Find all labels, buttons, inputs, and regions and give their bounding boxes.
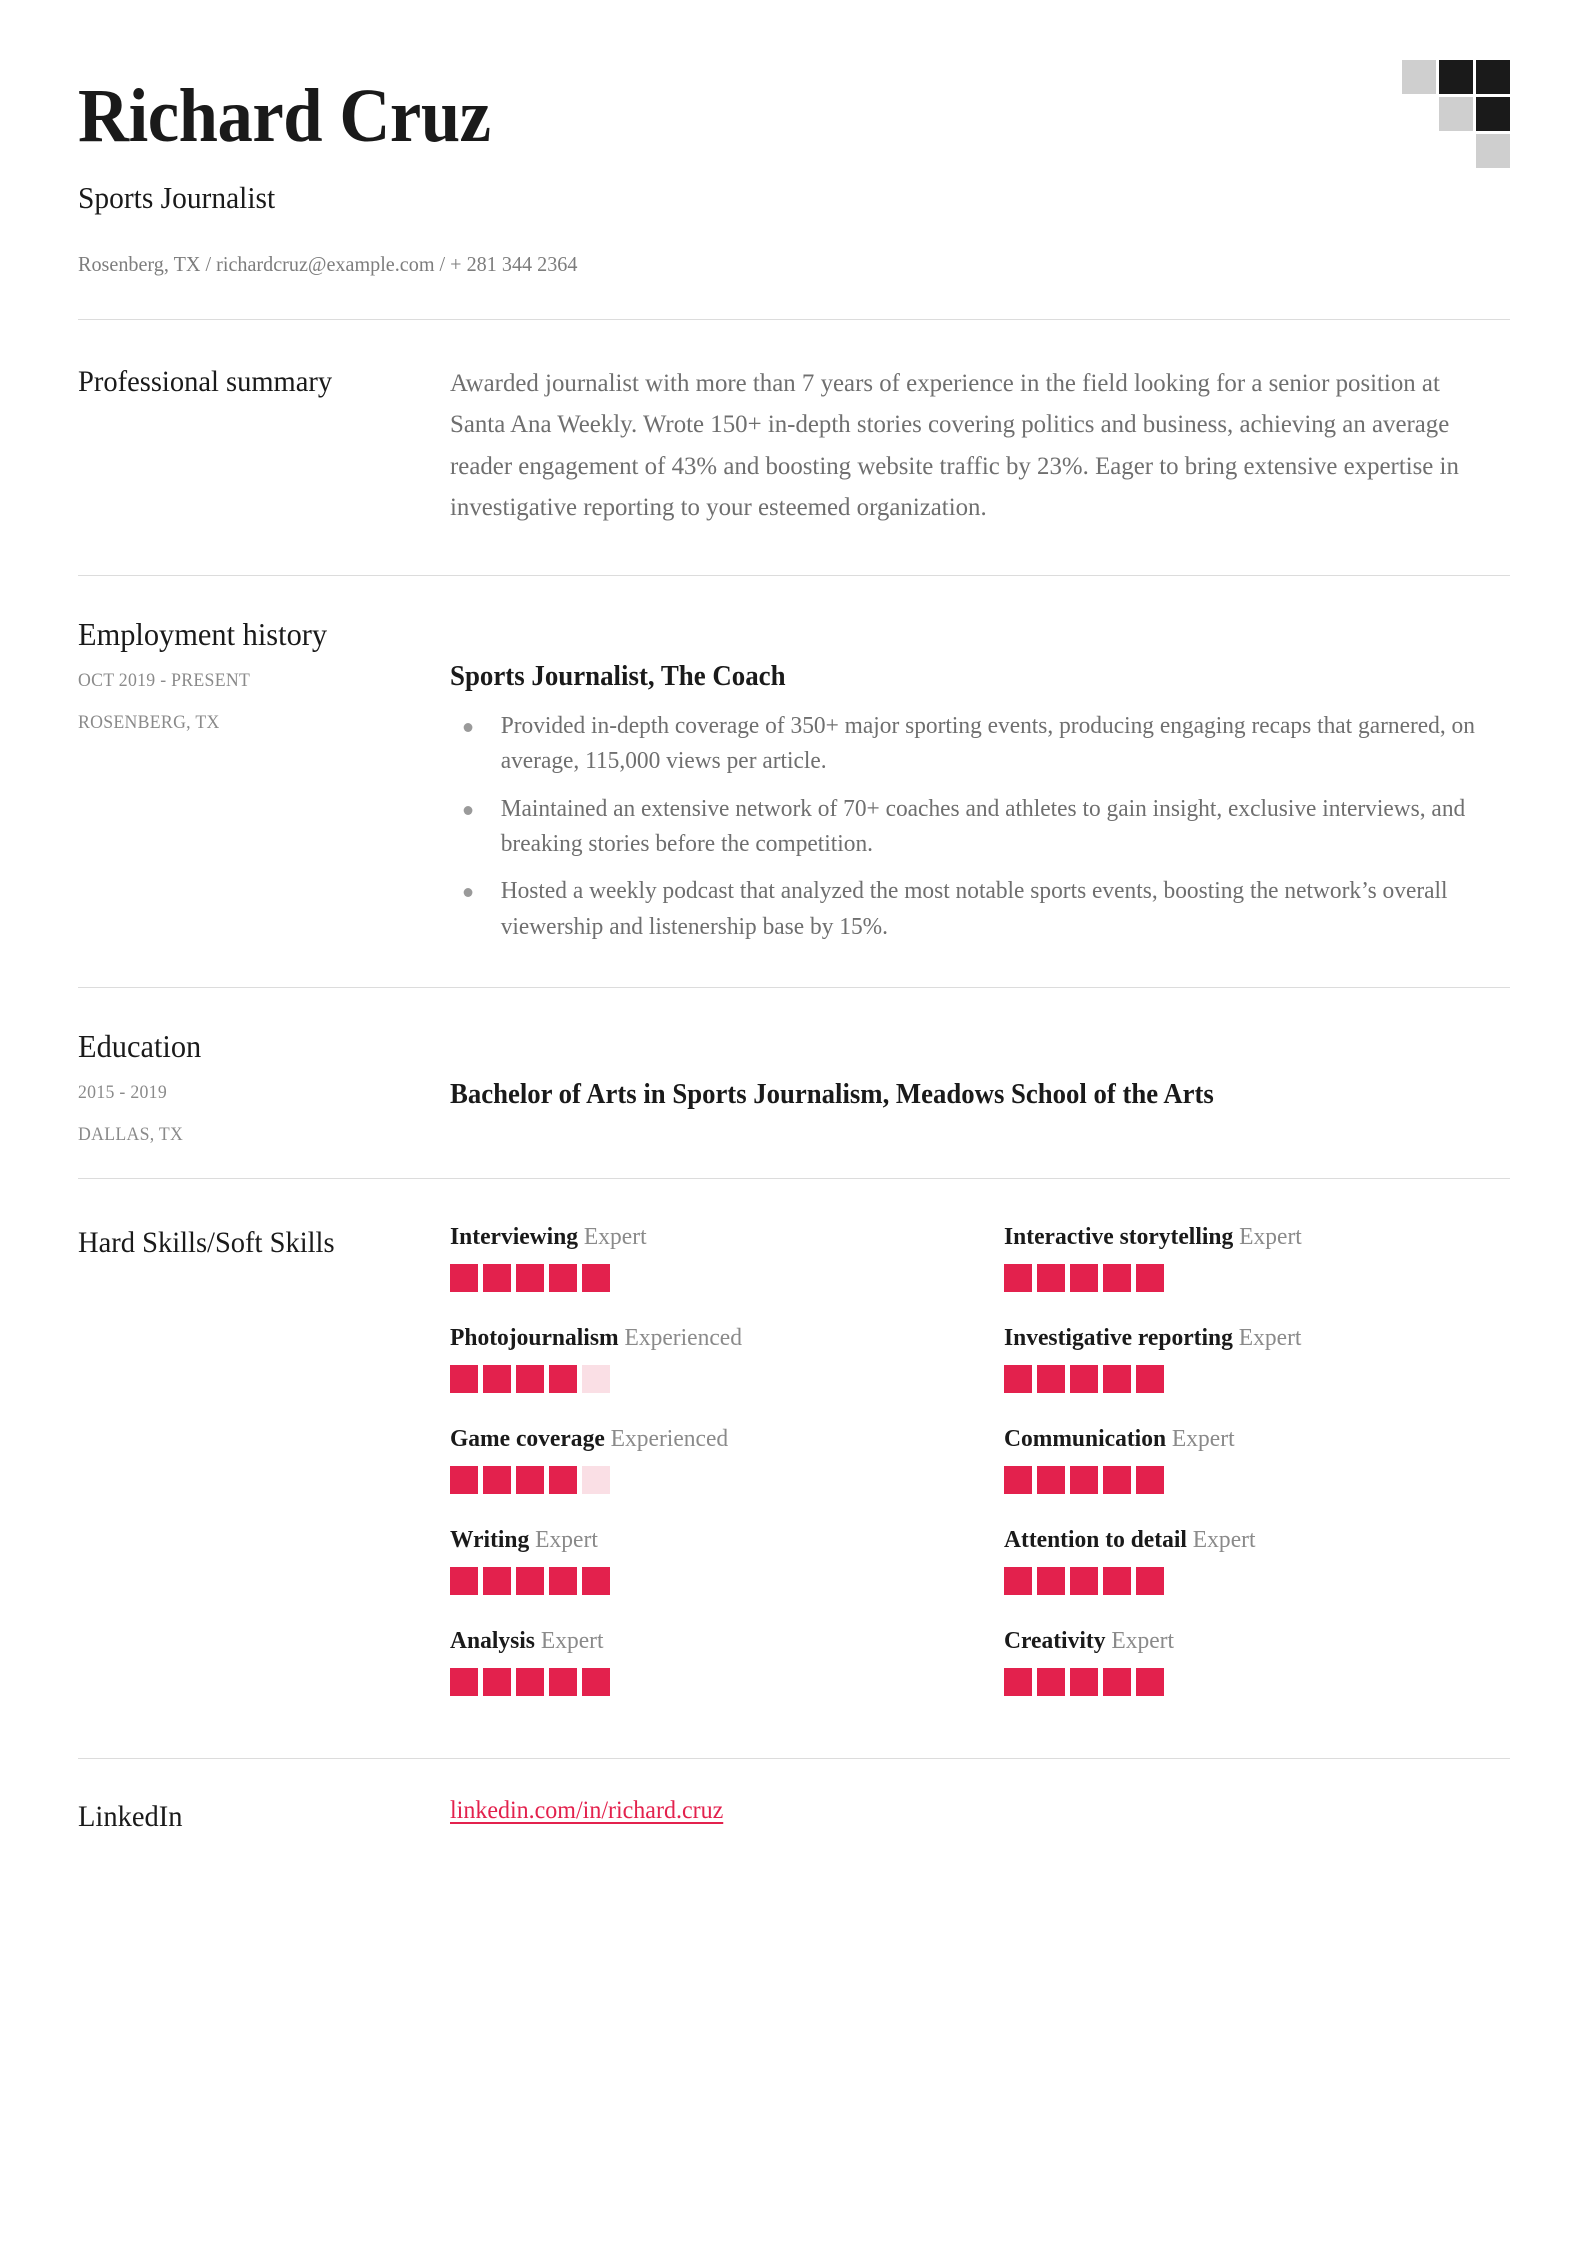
skill-bar-filled <box>582 1264 610 1292</box>
skill-rating-bars <box>450 1264 956 1292</box>
skill-bar-filled <box>549 1466 577 1494</box>
skill-bar-filled <box>483 1264 511 1292</box>
section-skills <box>78 1179 1510 1758</box>
skill-level: Expert <box>1233 1222 1302 1250</box>
skill-bar-filled <box>1136 1567 1164 1595</box>
skill-level: Expert <box>529 1525 598 1553</box>
skill-bar-filled <box>483 1365 511 1393</box>
skill-item <box>1004 1223 1510 1292</box>
skill-bar-filled <box>1103 1264 1131 1292</box>
section-label-employment: Employment history <box>78 616 328 653</box>
logo-cell-black <box>1476 60 1510 94</box>
skill-level: Expert <box>578 1222 647 1250</box>
skill-item <box>1004 1526 1510 1595</box>
section-label-summary: Professional summary <box>78 365 333 398</box>
skill-bar-filled <box>1004 1365 1032 1393</box>
skill-item <box>450 1526 956 1595</box>
skill-name: Photojournalism <box>450 1323 619 1351</box>
skill-bar-filled <box>1004 1466 1032 1494</box>
employment-bullet-list <box>450 709 1510 945</box>
skill-name: Attention to detail <box>1004 1525 1187 1553</box>
education-entry-list <box>78 1073 1510 1152</box>
skill-name: Writing <box>450 1525 530 1553</box>
skill-bar-filled <box>1004 1567 1032 1595</box>
skill-bar-filled <box>483 1567 511 1595</box>
skill-item <box>450 1324 956 1393</box>
skill-item <box>450 1425 956 1494</box>
education-entry-date: 2015 - 2019 <box>78 1082 168 1103</box>
skill-rating-bars <box>450 1365 956 1393</box>
candidate-name: Richard Cruz <box>78 74 491 158</box>
skill-bar-filled <box>450 1668 478 1696</box>
skill-bar-filled <box>483 1466 511 1494</box>
skill-bar-filled <box>450 1567 478 1595</box>
skill-rating-bars <box>1004 1365 1510 1393</box>
skill-rating-bars <box>1004 1668 1510 1696</box>
employment-entry-list <box>78 661 1510 963</box>
skill-bar-filled <box>549 1668 577 1696</box>
resume-header <box>78 60 1510 277</box>
skill-rating-bars <box>450 1466 956 1494</box>
skill-bar-filled <box>516 1466 544 1494</box>
logo-cell-black <box>1476 97 1510 131</box>
skill-bar-filled <box>1037 1466 1065 1494</box>
skill-name: Interactive storytelling <box>1004 1222 1234 1250</box>
skill-bar-filled <box>1070 1365 1098 1393</box>
skill-header <box>450 1324 936 1352</box>
skill-header <box>1004 1526 1490 1554</box>
skill-bar-filled <box>1037 1567 1065 1595</box>
skill-header <box>450 1425 936 1453</box>
skill-name: Communication <box>1004 1424 1167 1452</box>
skill-bar-filled <box>450 1466 478 1494</box>
skill-bar-filled <box>1136 1365 1164 1393</box>
skills-grid <box>450 1223 1510 1728</box>
skill-header <box>1004 1627 1490 1655</box>
education-entry-meta <box>78 1073 450 1146</box>
logo-cell-gray <box>1476 134 1510 168</box>
skill-bar-filled <box>1070 1264 1098 1292</box>
skill-bar-filled <box>1103 1466 1131 1494</box>
skill-item <box>450 1627 956 1696</box>
logo-cell-black <box>1439 60 1473 94</box>
employment-entry-title: Sports Journalist, The Coach <box>450 661 786 693</box>
skill-rating-bars <box>450 1567 956 1595</box>
skill-bar-filled <box>582 1668 610 1696</box>
skill-rating-bars <box>1004 1567 1510 1595</box>
logo-cell-gray <box>1402 60 1436 94</box>
logo-cell-empty <box>1402 134 1436 168</box>
skill-bar-filled <box>1103 1668 1131 1696</box>
skill-bar-filled <box>1037 1264 1065 1292</box>
skill-level: Expert <box>1232 1323 1302 1351</box>
section-employment-history <box>78 576 1510 963</box>
section-label-education: Education <box>78 1027 202 1064</box>
skill-bar-filled <box>516 1264 544 1292</box>
skill-bar-filled <box>516 1668 544 1696</box>
skill-bar-filled <box>483 1668 511 1696</box>
section-linkedin <box>78 1759 1510 1837</box>
skill-bar-filled <box>549 1264 577 1292</box>
logo-cell-gray <box>1439 97 1473 131</box>
skill-level: Expert <box>1105 1626 1175 1654</box>
skill-level: Experienced <box>618 1323 742 1351</box>
skill-bar-filled <box>1037 1365 1065 1393</box>
skill-header <box>1004 1223 1490 1251</box>
skill-name: Analysis <box>450 1626 535 1654</box>
employment-bullet: Maintained an extensive network of 70+ coaches and athletes to gain insight, exclusive interviews, and breaking stories before the competition. <box>450 792 1484 863</box>
skill-bar-filled <box>1070 1466 1098 1494</box>
section-education <box>78 988 1510 1152</box>
skill-bar-filled <box>1103 1567 1131 1595</box>
logo-cell-empty <box>1402 97 1436 131</box>
skill-bar-filled <box>582 1567 610 1595</box>
skill-item <box>1004 1425 1510 1494</box>
employment-entry-location: ROSENBERG, TX <box>78 713 220 734</box>
logo-mark-icon <box>1402 60 1510 168</box>
skill-rating-bars <box>450 1668 956 1696</box>
skill-level: Experienced <box>604 1424 729 1452</box>
skill-item <box>1004 1627 1510 1696</box>
employment-entry-main <box>450 661 1510 957</box>
skill-header <box>1004 1425 1490 1453</box>
skill-level: Expert <box>534 1626 604 1654</box>
contact-line: Rosenberg, TX / richardcruz@example.com / + 281 344 2364 <box>78 252 578 276</box>
skill-bar-empty <box>582 1466 610 1494</box>
employment-entry-meta <box>78 661 450 734</box>
skill-bar-filled <box>1037 1668 1065 1696</box>
employment-entry-date: OCT 2019 - PRESENT <box>78 671 251 692</box>
skill-bar-filled <box>1070 1668 1098 1696</box>
skill-bar-filled <box>1004 1668 1032 1696</box>
section-label-skills: Hard Skills/Soft Skills <box>78 1225 335 1259</box>
skill-bar-filled <box>516 1567 544 1595</box>
section-label-linkedin: LinkedIn <box>78 1799 183 1833</box>
skill-header <box>1004 1324 1490 1352</box>
employment-bullet: Provided in-depth coverage of 350+ major sporting events, producing engaging recaps that garnered, on average, 115,000 views per article. <box>450 709 1484 780</box>
skill-bar-filled <box>1103 1365 1131 1393</box>
skill-bar-filled <box>450 1365 478 1393</box>
skill-rating-bars <box>1004 1466 1510 1494</box>
skill-header <box>450 1223 936 1251</box>
logo-cell-empty <box>1439 134 1473 168</box>
skill-bar-filled <box>1004 1264 1032 1292</box>
skill-bar-filled <box>1070 1567 1098 1595</box>
education-entry-location: DALLAS, TX <box>78 1124 184 1145</box>
skill-bar-filled <box>1136 1668 1164 1696</box>
skill-header <box>450 1526 936 1554</box>
skill-bar-filled <box>450 1264 478 1292</box>
skill-bar-filled <box>1136 1466 1164 1494</box>
education-entry-main <box>450 1073 1510 1111</box>
candidate-job-title: Sports Journalist <box>78 180 276 215</box>
skill-bar-empty <box>582 1365 610 1393</box>
skill-name: Game coverage <box>450 1424 605 1452</box>
skill-item <box>450 1223 956 1292</box>
skill-bar-filled <box>1136 1264 1164 1292</box>
skill-header <box>450 1627 936 1655</box>
linkedin-url-link[interactable]: linkedin.com/in/richard.cruz <box>450 1796 724 1824</box>
skill-name: Interviewing <box>450 1222 579 1250</box>
skill-item <box>1004 1324 1510 1393</box>
skill-bar-filled <box>516 1365 544 1393</box>
section-professional-summary <box>78 320 1510 575</box>
skill-level: Expert <box>1186 1525 1256 1553</box>
skill-rating-bars <box>1004 1264 1510 1292</box>
education-entry-title: Bachelor of Arts in Sports Journalism, Meadows School of the Arts <box>450 1078 1214 1110</box>
skill-bar-filled <box>549 1567 577 1595</box>
employment-bullet: Hosted a weekly podcast that analyzed the most notable sports events, boosting the network’s overall viewership and listenership base by 15%. <box>450 874 1484 945</box>
skill-level: Expert <box>1166 1424 1235 1452</box>
skill-bar-filled <box>549 1365 577 1393</box>
employment-entry <box>78 661 1510 963</box>
summary-text: Awarded journalist with more than 7 years of experience in the field looking for a senior position at Santa Ana Weekly. Wrote 150+ in-depth stories covering politics and business, achieving an average reader engagement of 43% and boosting website traffic by 23%. Eager to bring extensive expertise in investigative reporting to your esteemed organization. <box>450 368 1459 521</box>
skill-name: Creativity <box>1004 1626 1106 1654</box>
skill-name: Investigative reporting <box>1004 1323 1233 1351</box>
education-entry <box>78 1073 1510 1152</box>
